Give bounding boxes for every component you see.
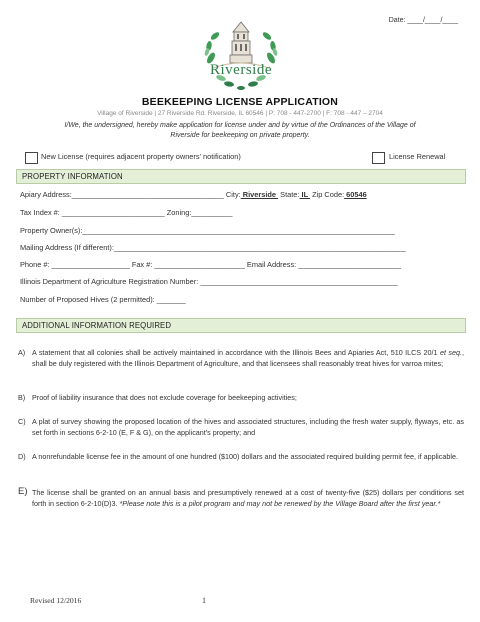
requirement-item-a [18,348,464,382]
new-license-checkbox[interactable] [25,152,38,164]
page-number: 1 [202,596,206,605]
contact-row [20,260,401,269]
page-title: BEEKEEPING LICENSE APPLICATION [141,96,339,108]
additional-info-header [16,318,466,333]
item-text: The license shall be granted on an annual basis and presumptively renewed at a cost of twenty-five ($25) dollars per conditions set forth in section 6-2-10(D)3. *Please note this is a pilot program and may not be renewed by the Village Board after the first year.* [32,488,464,508]
apiary-address-row [20,190,367,199]
item-text: A plat of survey showing the proposed location of the hives and associated structures, including the fresh water supply, flyways, etc. as set forth in sections 6-2-10 (E, F & G), on the applicant's property; and [32,417,464,437]
intro-line-2: Riverside for beekeeping on private property. [170,132,310,139]
additional-info-heading: ADDITIONAL INFORMATION REQUIRED [22,320,172,330]
property-info-header [16,169,466,184]
item-text: A nonrefundable license fee in the amount of one hundred ($100) dollars and the associated required building permit fee, if applicable. [32,452,458,461]
date-field[interactable]: Date: ____/____/____ [388,17,458,24]
requirement-item-d [18,452,464,475]
zoning-field[interactable]: Zoning:__________ [166,208,233,217]
tax-index-field[interactable]: Tax Index #: _________________________ [20,208,165,217]
state-label: State: [280,190,300,199]
item-letter: B) [18,393,26,402]
ida-registration-field[interactable]: Illinois Department of Agriculture Registration Number: ________________________________________________ [20,277,398,286]
requirement-item-e [18,488,464,522]
fax-field[interactable]: Fax #: ______________________ [131,260,245,269]
hives-count-field[interactable]: Number of Proposed Hives (2 permitted): _______ [20,295,186,304]
tax-zoning-row [20,208,233,217]
phone-field[interactable]: Phone #: ___________________ [20,260,130,269]
revision-note: Revised 12/2016 [30,596,82,605]
requirement-item-b [18,393,464,405]
renewal-label: License Renewal [389,152,446,161]
new-license-label: New License (requires adjacent property owners' notification) [41,152,241,161]
property-owners-field[interactable]: Property Owner(s):____________________________________________________________________________ [20,226,395,235]
renewal-checkbox[interactable] [372,152,385,164]
village-address: Village of Riverside | 27 Riverside Rd. Riverside, IL 60546 | P: 708 - 447-2700 | F: 708 - 447 – 2704 [97,110,383,117]
requirement-item-c [18,417,464,440]
intro-line-1: I/We, the undersigned, hereby make application for license under and by virtue of the Ordinances of the Village of [64,122,416,129]
apiary-address-field[interactable]: Apiary Address:_____________________________________ [20,190,224,199]
intro-statement [30,121,450,141]
city-value[interactable]: Riverside [240,190,279,199]
property-info-heading: PROPERTY INFORMATION [22,171,123,181]
item-letter: A) [18,348,26,357]
zip-label: Zip Code: [312,190,345,199]
state-value[interactable]: IL [299,190,311,199]
email-field[interactable]: Email Address: _________________________ [246,260,402,269]
item-letter: E) [18,486,28,497]
item-letter: C) [18,417,26,426]
item-text: A statement that all colonies shall be actively maintained in accordance with the Illinois Bees and Apiaries Act, 510 ILCS 20/1 et seq., shall be duly registered with the Illinois Department of Agriculture, and that licensees shall reasonably treat hives for varroa mites; [32,348,464,368]
logo-wordmark: Riverside [210,62,272,78]
riverside-logo [199,18,283,94]
mailing-address-field[interactable]: Mailing Address (If different):_______________________________________________________________________ [20,243,406,252]
item-letter: D) [18,452,26,461]
city-label: City: [225,190,241,199]
item-text: Proof of liability insurance that does not exclude coverage for beekeeping activities; [32,393,297,402]
zip-value[interactable]: 60546 [344,190,367,199]
